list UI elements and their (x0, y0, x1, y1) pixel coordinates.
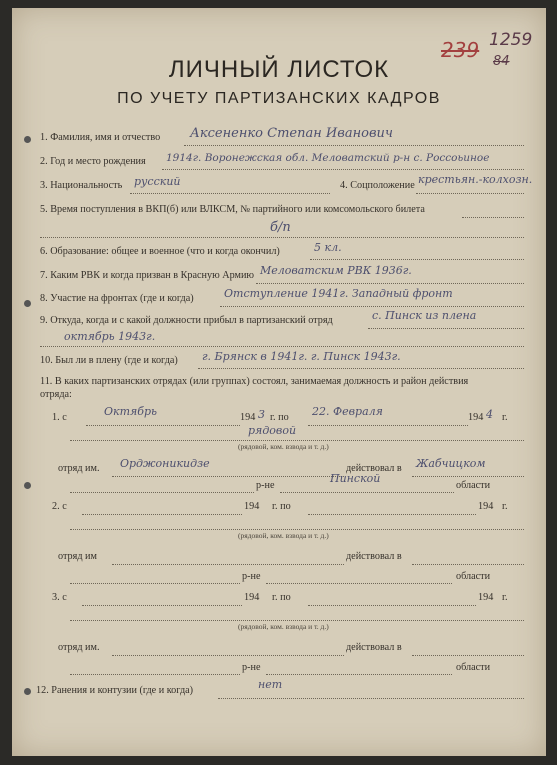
entry-2-to-line (308, 514, 476, 515)
entry-1-to-year-hw: 4 (486, 408, 493, 421)
field-10-label: 10. Был ли в плену (где и когда) (40, 355, 178, 366)
entry-3-rn: р-не (242, 662, 261, 673)
entry-1-from-year: 194 (240, 412, 256, 423)
entry-3-to-line (308, 605, 476, 606)
field-9-line (368, 328, 524, 329)
field-6-value: 5 кл. (314, 241, 342, 254)
field-7-line (256, 283, 524, 284)
field-11-label-2: отряда: (40, 389, 72, 400)
sheet-number: 84 (493, 54, 510, 69)
entry-1-district-line (280, 492, 454, 493)
entry-3-district-line (266, 674, 452, 675)
entry-2-rn-line (70, 583, 240, 584)
field-11-label: 11. В каких партизанских отрядах (или группах) состоял, занимаемая должность и район действия (40, 376, 469, 387)
field-5-label: 5. Время поступления в ВКП(б) или ВЛКСМ, № партийного или комсомольского билета (40, 204, 425, 215)
field-8-value: Отступление 1941г. Западный фронт (224, 287, 453, 300)
field-4-value: крестьян.-колхозн. (418, 173, 533, 186)
entry-3-otryad-line (112, 655, 344, 656)
field-10-line (198, 368, 524, 369)
entry-1-deystvoval: действовал в (346, 463, 402, 474)
entry-3-to-year: 194 (478, 592, 494, 603)
field-9-value: с. Пинск из плена (372, 309, 477, 322)
field-10-value: г. Брянск в 1941г. г. Пинск 1943г. (202, 350, 401, 363)
archive-number: 1259 (489, 30, 533, 50)
field-9-value-2: октябрь 1943г. (64, 330, 156, 343)
entry-2-caption: (рядовой, ком. взвода и т. д.) (238, 531, 329, 540)
entry-2-po: г. по (272, 501, 291, 512)
entry-1-otryad-name: Орджоникидзе (120, 457, 210, 470)
entry-2-position-line (70, 529, 524, 530)
field-5-line (462, 217, 524, 218)
entry-1-rn-line (70, 492, 254, 493)
entry-3-deystvoval: действовал в (346, 642, 402, 653)
entry-1-to-line (308, 425, 468, 426)
field-6-line (310, 259, 524, 260)
entry-2-rn: р-не (242, 571, 261, 582)
entry-3-number: 3. с (52, 592, 67, 603)
entry-1-from-year-hw: 3 (258, 408, 265, 421)
punch-hole (24, 688, 31, 695)
field-12-value: нет (258, 678, 283, 691)
field-9-label: 9. Откуда, когда и с какой должности прибыл в партизанский отряд (40, 315, 333, 326)
entry-3-otryad-label: отряд им. (58, 642, 100, 653)
field-6-label: 6. Образование: общее и военное (что и когда окончил) (40, 246, 280, 257)
entry-3-po: г. по (272, 592, 291, 603)
field-8-label: 8. Участие на фронтах (где и когда) (40, 293, 194, 304)
entry-3-area-line (412, 655, 524, 656)
entry-1-number: 1. с (52, 412, 67, 423)
field-12-line (218, 698, 524, 699)
field-2-label: 2. Год и место рождения (40, 156, 146, 167)
entry-1-caption: (рядовой, ком. взвода и т. д.) (238, 442, 329, 451)
entry-3-position-line (70, 620, 524, 621)
field-7-label: 7. Каким РВК и когда призван в Красную Армию (40, 270, 255, 281)
entry-1-otryad-line (112, 476, 344, 477)
entry-2-oblasti: области (456, 571, 491, 582)
field-3-value: русский (134, 175, 181, 188)
entry-2-from-line (82, 514, 242, 515)
entry-1-from-month: Октябрь (104, 405, 158, 418)
entry-1-position: рядовой (248, 424, 297, 437)
entry-2-otryad-line (112, 564, 344, 565)
field-12-label: 12. Ранения и контузии (где и когда) (36, 685, 194, 696)
personal-record-sheet (12, 8, 546, 756)
field-7-value: Меловатским РВК 1936г. (260, 264, 412, 277)
entry-2-from-year: 194 (244, 501, 260, 512)
entry-1-g: г. (502, 412, 508, 423)
field-3-line (130, 193, 330, 194)
field-9-line-2 (40, 346, 524, 347)
field-5-line-2 (40, 237, 524, 238)
field-2-line (162, 169, 524, 170)
page-subtitle: ПО УЧЕТУ ПАРТИЗАНСКИХ КАДРОВ (117, 90, 441, 107)
entry-1-area: Жабчицком (416, 457, 486, 470)
crossed-number: 239 (441, 38, 480, 62)
entry-2-otryad-label: отряд им (58, 551, 97, 562)
field-4-label: 4. Соцположение (340, 180, 415, 191)
field-4-line (416, 193, 524, 194)
field-3-label: 3. Национальность (40, 180, 123, 191)
entry-1-oblasti: области (456, 480, 491, 491)
entry-1-po: г. по (270, 412, 289, 423)
field-2-value: 1914г. Воронежская обл. Меловатский р-н с. Россоьиное (166, 152, 490, 164)
field-1-value: Аксененко Степан Иванович (190, 126, 393, 141)
punch-hole (24, 136, 31, 143)
field-1-line (184, 145, 524, 146)
entry-1-area-line (412, 476, 524, 477)
entry-2-number: 2. с (52, 501, 67, 512)
entry-3-from-line (82, 605, 242, 606)
entry-1-district: Пинской (330, 472, 381, 485)
entry-1-to-year: 194 (468, 412, 484, 423)
page-title: ЛИЧНЫЙ ЛИСТОК (168, 56, 390, 83)
entry-2-district-line (266, 583, 452, 584)
entry-2-deystvoval: действовал в (346, 551, 402, 562)
field-1-label: 1. Фамилия, имя и отчество (40, 132, 161, 143)
entry-3-caption: (рядовой, ком. взвода и т. д.) (238, 622, 329, 631)
entry-3-rn-line (70, 674, 240, 675)
field-5-value: б/п (270, 220, 291, 235)
entry-3-from-year: 194 (244, 592, 260, 603)
entry-1-position-line (70, 440, 524, 441)
entry-2-g: г. (502, 501, 508, 512)
entry-2-area-line (412, 564, 524, 565)
punch-hole (24, 482, 31, 489)
field-8-line (220, 306, 524, 307)
entry-3-oblasti: области (456, 662, 491, 673)
entry-1-otryad-label: отряд им. (58, 463, 100, 474)
entry-1-to-day-month: 22. Февраля (312, 405, 383, 418)
entry-1-rn: р-не (256, 480, 275, 491)
entry-2-to-year: 194 (478, 501, 494, 512)
entry-1-from-line (86, 425, 240, 426)
entry-3-g: г. (502, 592, 508, 603)
punch-hole (24, 300, 31, 307)
